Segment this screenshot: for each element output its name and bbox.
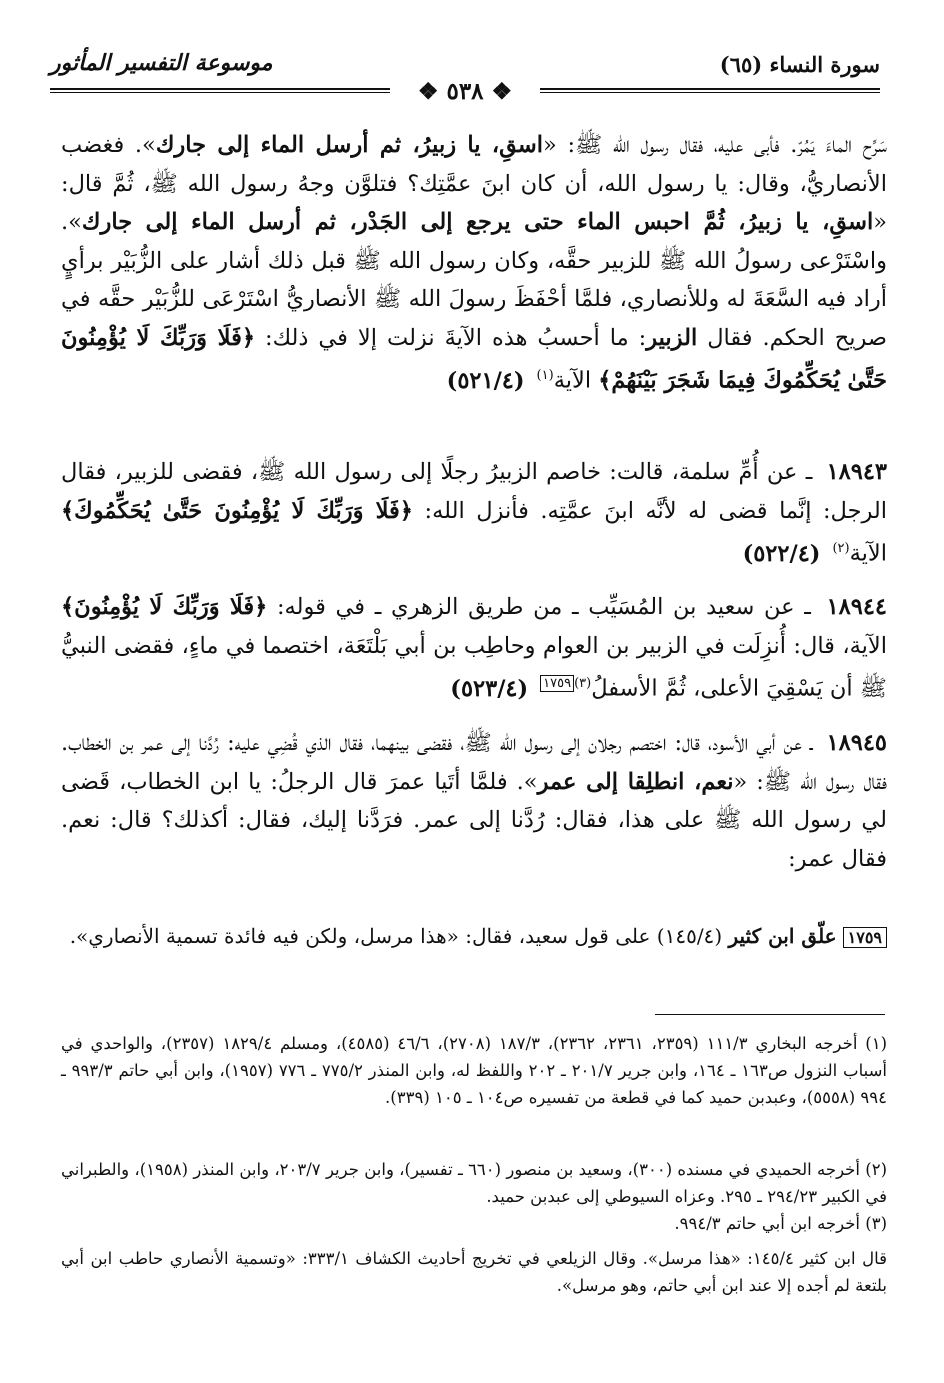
text: ». واسْتَرْعى رسولُ الله ﷺ للزبير حقَّه، وكان رسول الله ﷺ قبل ذلك أشار على الزُّبَيْر برأيٍ أراد فيه السَّعَةَ له وللأنصاري، فلمَّا أحْفَظَ رسولَ الله ﷺ الأنصاريُّ اسْتَرْعَى للزُّبَيْر حقَّه في صريح الحكم. فقال [61, 209, 887, 351]
footnote-3: (٣) أخرجه ابن أبي حاتم ٩٩٤/٣. [674, 1214, 887, 1233]
footnote-marker[interactable]: (٢) [832, 541, 850, 556]
narrator-name: الزبير [646, 324, 698, 351]
book-title: موسوعة التفسير المأثور [50, 50, 273, 76]
text: سَرِّح الماءَ يَمُرّ. فأبى عليه، فقال رسول الله ﷺ: « [543, 132, 887, 158]
volume-reference: (٥٢٣/٤) [450, 675, 529, 702]
hadith-quote: اسقِ، يا زبيرُ، ثُمَّ احبس الماء حتى يرجع إلى الجَدْر، ثم أرسل الماء إلى جارك [81, 209, 874, 235]
text: ـ عن سعيد بن المُسَيِّب ـ من طريق الزهري ـ في قوله: [267, 594, 821, 620]
note-marker-box[interactable]: ١٧٥٩ [540, 675, 574, 692]
narration-18943 [61, 453, 887, 573]
text: الآية [553, 367, 599, 394]
ornament-icon: ❖ [417, 78, 447, 105]
footnote-marker[interactable]: (٣) [574, 676, 592, 691]
quran-verse: ﴿فَلَا وَرَبِّكَ لَا يُؤْمِنُونَ حَتَّىٰ يُحَكِّمُوكَ فِيمَا شَجَرَ بَيْنَهُمْ﴾ [61, 324, 887, 394]
paragraph-continued [61, 126, 887, 400]
narration-number: ١٨٩٤٣ [826, 459, 887, 485]
page-header [50, 50, 880, 110]
volume-reference: (٥٢١/٤) [446, 367, 525, 394]
volume-reference: (٥٢٢/٤) [742, 540, 821, 567]
narration-18945 [61, 724, 887, 878]
note-number-box: ١٧٥٩ [843, 927, 887, 948]
text: ». فلمَّا أتَيا عمرَ قال الرجلُ: يا ابن الخطاب، قَضى لي رسول الله ﷺ على هذا، فقال: رُدَّنا إلى عمر. فرَدَّنا إليك، فقال: أكذلك؟ قال: نعم. فقال عمر: [61, 768, 887, 872]
text: ـ عن أبي الأسود، قال: اختصم رجلان إلى رسول الله ﷺ، فقضى بينهما، فقال الذي قُضِي عليه: رُدَّنا إلى عمر بن الخطاب. فقال رسول الله ﷺ: « [61, 730, 887, 795]
footnote-1: (١) أخرجه البخاري ١١١/٣ (٢٣٥٩، ٢٣٦١، ٢٣٦٢)، ١٨٧/٣ (٢٧٠٨)، ٤٦/٦ (٤٥٨٥)، ومسلم ١٨٢٩/٤ (٢٣٥٧)، والواحدي في أسباب النزول ص١٦٣ ـ ١٦٤، وابن جرير ٢٠١/٧ ـ ٢٠٢ واللفظ له، وابن المنذر ٧٧٥/٢ ـ ٧٧٦ (١٩٥٧)، وابن أبي حاتم ٩٩٣/٣ ـ ٩٩٤ (٥٥٥٨)، وعبدبن حميد كما في قطعة من تفسيره ص١٠٤ ـ ١٠٥ (٣٣٩). [61, 1034, 888, 1107]
note-author: علّق ابن كثير [728, 924, 837, 948]
editorial-note [61, 918, 887, 956]
page-number [390, 78, 540, 105]
quran-verse: ﴿فَلَا وَرَبِّكَ لَا يُؤْمِنُونَ حَتَّىٰ يُحَكِّمُوكَ﴾ [61, 497, 413, 524]
quran-verse: ﴿فَلَا وَرَبِّكَ لَا يُؤْمِنُونَ﴾ [61, 594, 268, 620]
surah-title: سورة النساء (٦٥) [719, 52, 880, 77]
hadith-quote: اسقِ، يا زبيرُ، ثم أرسل الماء إلى جارك [155, 132, 544, 158]
page-number-value: ٥٣٨ [446, 78, 484, 105]
narration-number: ١٨٩٤٥ [826, 730, 887, 756]
text: الآية، قال: أُنزِلَت في الزبير بن العوام وحاطِب بن أبي بَلْتَعَة، اختصما في ماءٍ، فقضى النبيُّ ﷺ أن يَسْقِيَ الأعلى، ثُمَّ الأسفلُ [61, 632, 887, 702]
text: ـ عن أُمِّ سلمة، قالت: خاصم الزبيرُ رجلًا إلى رسول الله ﷺ، فقضى للزبير، فقال الرجل: إنَّما قضى له لأنَّه ابنَ عمَّتِه. فأنزل الله: [61, 459, 888, 524]
footnote-separator [655, 1014, 885, 1015]
narration-number: ١٨٩٤٤ [826, 594, 887, 620]
footnote-marker[interactable]: (١) [536, 368, 554, 383]
footnote-2: (٢) أخرجه الحميدي في مسنده (٣٠٠)، وسعيد بن منصور (٦٦٠ ـ تفسير)، وابن جرير ٢٠٣/٧، وابن المنذر (١٩٥٨)، والطبراني في الكبير ٢٩٤/٢٣ ـ ٢٩٥. وعزاه السيوطي إلى عبدبن حميد. [61, 1160, 887, 1206]
hadith-quote: نعم، انطلِقا إلى عمر [537, 768, 734, 795]
footnote-note: قال ابن كثير ١٤٥/٤: «هذا مرسل». وقال الزيلعي في تخريج أحاديث الكشاف ٣٣٣/١: «وتسمية الأنصاري حاطب ابن أبي بلتعة لم أجده إلا عند ابن أبي حاتم، وهو مرسل». [61, 1249, 887, 1295]
narration-18944 [61, 588, 887, 708]
text: الآية [849, 540, 887, 567]
ornament-icon: ❖ [483, 78, 513, 105]
note-text: (١٤٥/٤) على قول سعيد، فقال: «هذا مرسل، ولكن فيه فائدة تسمية الأنصاري». [69, 924, 729, 948]
text: ». فغضب الأنصاريُّ، وقال: يا رسول الله، أن كان ابنَ عمَّتِك؟ فتلوَّن وجهُ رسول الله ﷺ، ثُمَّ قال: « [61, 132, 887, 235]
text: : ما أحسبُ هذه الآيةَ نزلت إلا في ذلك: [255, 324, 647, 351]
